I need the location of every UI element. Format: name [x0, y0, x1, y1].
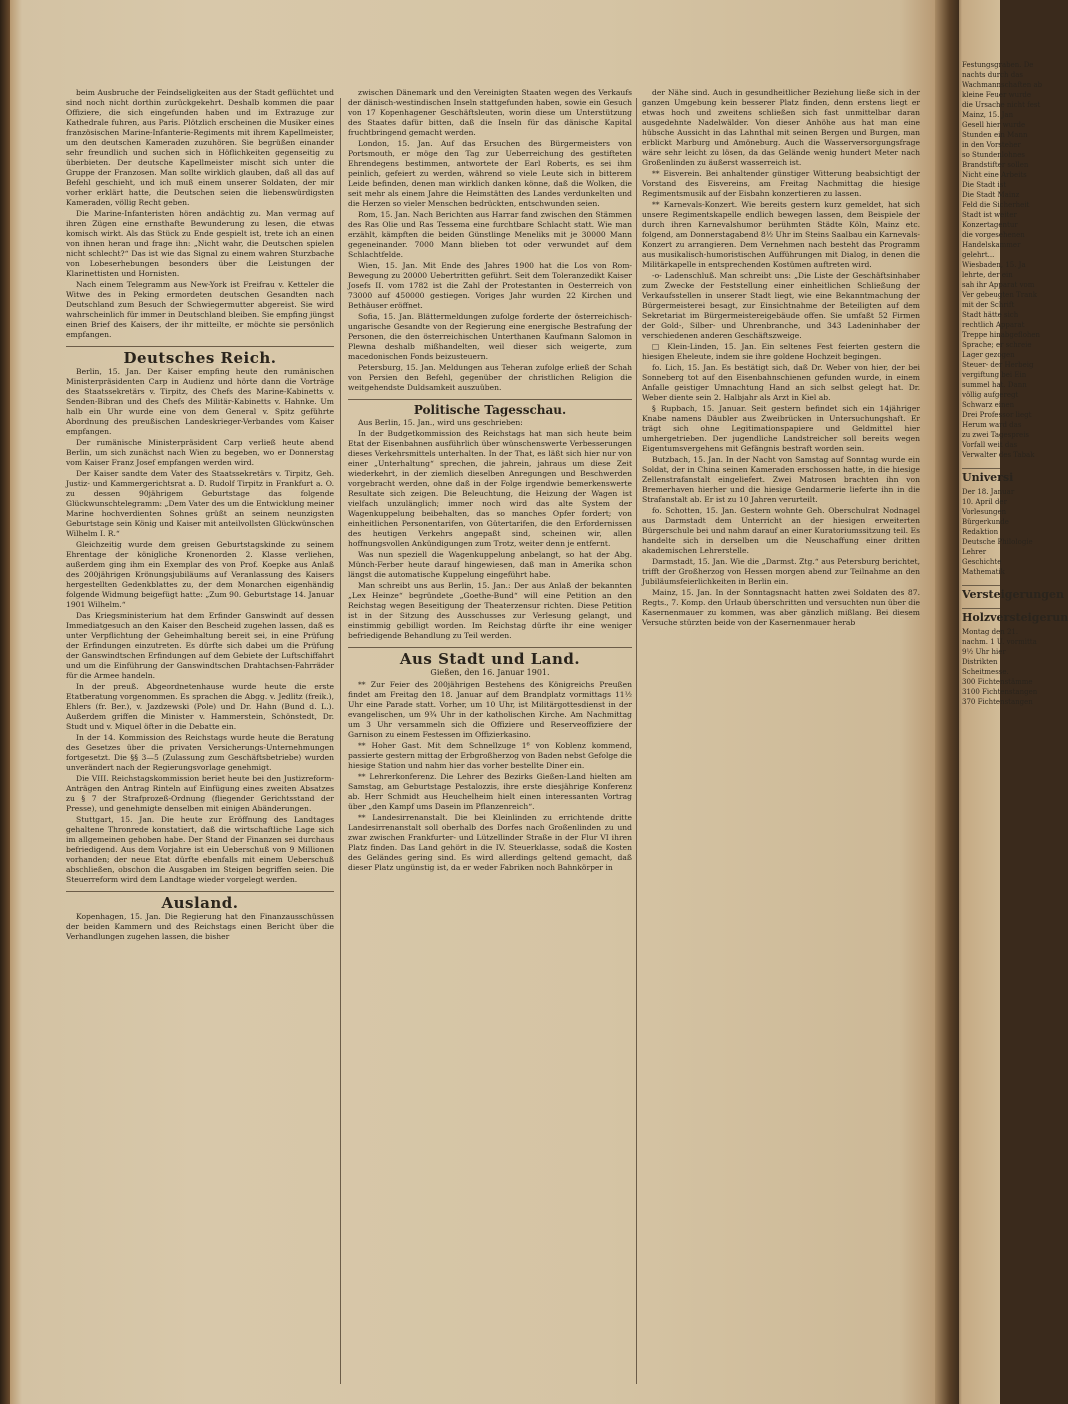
strip-line: 10. April der — [962, 498, 1007, 506]
strip-line: Ver gebeugten Trank — [962, 291, 1037, 299]
strip-line: Verwalter des Tabak — [962, 451, 1035, 459]
strip-heading: Holzversteigerun — [962, 608, 1000, 623]
paragraph: Nach einem Telegramm aus New-York ist Freifrau v. Ketteler die Witwe des in Peking ermordeten deutschen Gesandten nach Deutschland zum Besuch der Schwiegermutter abgereist. Sie wird wahrscheinlich für immer in Deutschland bleiben. Sie empfing jüngst einen Brief des Kaisers, der ihr mitteilte, er möchte sie persönlich empfangen. — [66, 280, 334, 339]
strip-line: völlig aufgeregt — [962, 391, 1019, 399]
strip-line: Vorfall weit das — [962, 441, 1018, 449]
strip-line: Bürgerkunde — [962, 518, 1009, 526]
paragraph: Rom, 15. Jan. Nach Berichten aus Harrar fand zwischen den Stämmen des Ras Olie und Ras Tessema eine furchtbare Schlacht statt. Wie man erzählt, kämpften die beiden Günstlinge Meneliks mit je 30000 Mann gegeneinander. 7000 Mann blieben tot oder verwundet auf dem Schlachtfelde. — [348, 210, 632, 259]
strip-line: 3100 Fichtenstangen — [962, 688, 1038, 696]
strip-line: Mathematik — [962, 568, 1005, 576]
strip-line: nachm. 1 U. vormitta — [962, 638, 1037, 646]
column-rule — [636, 98, 637, 1384]
paragraph: zwischen Dänemark und den Vereinigten Staaten wegen des Verkaufs der dänisch-westindischen Inseln stattgefunden haben, sowie ein Gesuch von 17 Kopenhagener Geschäftsleuten, worin diese um Unterstützung des Staates dafür bitten, daß die Inseln für das dänische Kapital fruchtbringend gemacht werden. — [348, 88, 632, 137]
paragraph: Man schreibt uns aus Berlin, 15. Jan.: Der aus Anlaß der bekannten „Lex Heinze“ begründete „Goethe-Bund“ will eine Petition an den Reichstag wegen Beseitigung der Theaterzensur richten. Diese Petition ist in der Sitzung des Ausschusses zur Verlesung gelangt, und einstimmig gebilligt worden. Im Reichstag dürfte ihr eine weniger befriedigende Behandlung zu Teil werden. — [348, 581, 632, 640]
strip-line: Drei Professor liegt — [962, 411, 1032, 419]
strip-line: sah ihr Apparat vom — [962, 281, 1035, 289]
strip-line: Die Stadt Mainz — [962, 191, 1020, 199]
column-1 — [66, 88, 334, 1388]
strip-line: 300 Fichtenstämme — [962, 678, 1033, 686]
strip-line: Schwarz einen — [962, 401, 1015, 409]
strip-line: kleine Feuer wurde — [962, 91, 1032, 99]
strip-text-block — [962, 627, 1038, 707]
adjacent-page-strip — [962, 60, 1068, 1404]
strip-line: Stadt hätte sich — [962, 311, 1019, 319]
paragraph: Der Kaiser sandte dem Vater des Staatssekretärs v. Tirpitz, Geh. Justiz- und Kammergerichtsrat a. D. Rudolf Tirpitz in Frankfurt a. O. zu dessen 90jährigem Geburtstage das folgende Glückwunschtelegramm: „Dem Vater des um die Entwicklung meiner Marine hochverdienten Sohnes grüßt an seinem neunzigsten Geburtstage sein König und Kaiser mit anteilvollsten Glückwünschen Wilhelm I. R.“ — [66, 469, 334, 538]
column-2 — [348, 88, 632, 1388]
paragraph: Aus Berlin, 15. Jan., wird uns geschrieben: — [358, 418, 523, 427]
strip-line: Konzertagentur — [962, 221, 1018, 229]
paragraph: Stuttgart, 15. Jan. Die heute zur Eröffnung des Landtages gehaltene Thronrede konstatiert, daß die wirtschaftliche Lage sich im allgemeinen gehoben habe. Der Stand der Finanzen sei durchaus befriedigend. Aus dem Vorjahre ist ein Ueberschuß von 9 Millionen vorhanden; der neue Etat dürfte ebenfalls mit einem Ueberschuß abschließen, obschon die Ausgaben im Steigen begriffen seien. Die Steuerreform wird dem Landtage wieder vorgelegt werden. — [66, 815, 334, 884]
strip-line: Montag den 21. — [962, 628, 1019, 636]
paragraph: beim Ausbruche der Feindseligkeiten aus der Stadt geflüchtet und sind noch nicht dorthin zurückgekehrt. Deshalb kommen die paar Offiziere, die sich eingefunden haben und im Extrazuge zur Kathedrale fuhren, aus Paris. Plötzlich erscheinen die Musiker eines französischen Marine-Infanterie-Regiments mit ihrem Kapellmeister, um den deutschen Kameraden zuzuhören. Sie begrüßen einander sehr freundlich und suchen sich in Höflichkeiten gegenseitig zu überbieten. Der deutsche Kapellmeister mischt sich unter die Gruppe der Franzosen. Man sollte wirklich glauben, daß all das auf Befehl geschieht, und ich muß einem unserer Soldaten, der mir vorher erklärt hatte, die Deutschen seien die liebenswürdigsten Kameraden, völlig Recht geben. — [66, 88, 334, 207]
strip-line: nachts durch das — [962, 71, 1023, 79]
paragraph: Kopenhagen, 15. Jan. Die Regierung hat den Finanzausschüssen der beiden Kammern und des Reichstags einen Bericht über die Verhandlungen zugehen lassen, die bisher — [66, 912, 334, 941]
section-heading: Aus Stadt und Land. — [348, 647, 632, 664]
paragraph: London, 15. Jan. Auf das Ersuchen des Bürgermeisters von Portsmouth, er möge den Tag zur Ueberreichung des gestifteten Ehrendegens bestimmen, antwortete der Earl Roberts, es sei ihm peinlich, gefeiert zu werden, während so viele Leute sich in bitterem Leide befinden, denen man wirklich danken könne, daß die Wolken, die seit mehr als einem Jahre die Heimstätten des Landes verdunkelten und die Herzen so vieler Menschen bedrückten, entschwunden seien. — [348, 139, 632, 208]
strip-line: Redaktion — [962, 528, 999, 536]
strip-line: so Stundenlohnes — [962, 151, 1025, 159]
strip-line: die Ursache nicht fest — [962, 101, 1041, 109]
paragraph: fo. Lich, 15. Jan. Es bestätigt sich, daß Dr. Weber von hier, der bei Sonneberg tot auf den Eisenbahnschienen gefunden wurde, in einem Anfalle geistiger Umnachtung Hand an sich selbst gelegt hat. Dr. Weber diente sein 2. Halbjahr als Arzt in Kiel ab. — [642, 363, 920, 402]
strip-line: die vorgesehenen — [962, 231, 1025, 239]
strip-line: Lager gezogen — [962, 351, 1015, 359]
strip-line: Geschichte — [962, 558, 1002, 566]
strip-text-block — [962, 60, 1043, 460]
strip-line: Distrikten — [962, 658, 998, 666]
strip-line: zu zwei Tagespreis — [962, 431, 1030, 439]
page-gutter — [935, 0, 959, 1404]
strip-line: gelehrt... — [962, 251, 995, 259]
column-rule — [340, 98, 341, 1384]
paragraph: Die Marine-Infanteristen hören andächtig zu. Man vermag auf ihren Zügen eine ernsthafte Bewunderung zu lesen, die etwas komisch wirkt. Als das Stück zu Ende gespielt ist, trete ich an einen von ihnen heran und frage ihn: „Nicht wahr, die Deutschen spielen nicht schlecht?“ Das ist wie das Signal zu einem wahren Sturzbache von Lobeserhebungen besonders über die Leistungen der Klarinettisten und Hornisten. — [66, 209, 334, 278]
paragraph: Die VIII. Reichstagskommission beriet heute bei den Justizreform-Anträgen den Antrag Rinteln auf Einfügung eines zweiten Absatzes zu § 7 der Strafprozeß-Ordnung (fliegender Gerichtsstand der Presse), und genehmigte denselben mit einigen Abänderungen. — [66, 774, 334, 813]
strip-line: rechtlich Apparat — [962, 321, 1025, 329]
paragraph: Berlin, 15. Jan. Der Kaiser empfing heute den rumänischen Ministerpräsidenten Carp in Audienz und hörte dann die Vorträge des Staatssekretärs v. Tirpitz, des Chefs des Marine-Kabinetts v. Senden-Bibran und des Chefs des Militär-Kabinetts v. Hahnke. Um halb ein Uhr wurde eine von dem General v. Spitz geführte Abordnung des preußischen Landeskrieger-Verbandes vom Kaiser empfangen. — [66, 367, 334, 436]
paragraph: ** Landesirrenanstalt. Die bei Kleinlinden zu errichtende dritte Landesirrenanstalt soll oberhalb des Dorfes nach Großenlinden zu und zwar zwischen Frankfurter- und Lützellinder Straße in der Flur VI ihren Platz finden. Das Land gehört in die IV. Steuerklasse, sodaß die Kosten des Geländes gering sind. Es wird allerdings geltend gemacht, daß dieser Platz ungünstig ist, da er weder Fabriken noch Bahnkörper in — [348, 813, 632, 872]
column-3 — [642, 88, 920, 1388]
strip-line: Brandstifter sollen — [962, 161, 1029, 169]
strip-line: lehrte, der ein — [962, 271, 1013, 279]
strip-line: Lehrer — [962, 548, 987, 556]
paragraph: ** Karnevals-Konzert. Wie bereits gestern kurz gemeldet, hat sich unsere Regimentskapelle endlich bewegen lassen, dem Beispiele der durch ihren Karnevalshumor berühmten Städte Köln, Mainz etc. folgend, am Donnerstagabend 8½ Uhr im Steins Saalbau ein Karnevals-Konzert zu arrangieren. Dem Vernehmen nach besteht das Programm aus musikalisch-humoristischen Aufführungen mit Dialog, in denen die Militärkapelle in entsprechenden Kostümen auftreten wird. — [642, 200, 920, 269]
paragraph: fo. Schotten, 15. Jan. Gestern wohnte Geh. Oberschulrat Nodnagel aus Darmstadt dem Unterricht an der hiesigen erweiterten Bürgerschule bei und nahm darauf an einer Kuratoriumssitzung teil. Es handelte sich in derselben um die Neuschaffung einer dritten akademischen Lehrerstelle. — [642, 506, 920, 555]
paragraph: Butzbach, 15. Jan. In der Nacht von Samstag auf Sonntag wurde ein Soldat, der in China seinen Kameraden erschossen hatte, in die hiesige Zellenstrafanstalt eingeliefert. Zwei Matrosen brachten ihn von Bremerhaven hierher und die hiesige Gendarmerie lieferte ihn in die Strafanstalt ab. Er ist zu 10 Jahren verurteilt. — [642, 455, 920, 504]
paragraph: Mainz, 15. Jan. In der Sonntagsnacht hatten zwei Soldaten des 87. Regts., 7. Komp. den Urlaub überschritten und versuchten nun über die Kasernenmauer zu kommen, was aber gänzlich mißlang. Bei diesem Versuche stürzten beide von der Kasernenmauer herab — [642, 588, 920, 627]
strip-line: vergiftung bei Ein — [962, 371, 1027, 379]
section-heading: Politische Tagesschau. — [348, 399, 632, 415]
paragraph: ** Lehrerkonferenz. Die Lehrer des Bezirks Gießen-Land hielten am Samstag, am Geburtstage Pestalozzis, ihre erste diesjährige Konferenz ab. Herr Schmidt aus Heuchelheim hielt einen interessanten Vortrag über „den Kampf ums Dasein im Pflanzenreich“. — [348, 772, 632, 811]
paragraph: □ Klein-Linden, 15. Jan. Ein seltenes Fest feierten gestern die hiesigen Eheleute, indem sie ihre goldene Hochzeit begingen. — [642, 342, 920, 361]
strip-line: Die Stadt ist — [962, 181, 1007, 189]
paragraph: Das Kriegsministerium hat dem Erfinder Ganswindt auf dessen Immediatgesuch an den Kaiser den Bescheid zugehen lassen, daß es unter Verpflichtung der Geheimhaltung bereit sei, in eine Prüfung der Erfindungen einzutreten. Es dürfte sich dabei um die Prüfung der Ganswindtschen Erfindungen auf dem Gebiete der Luftschiffahrt und um die Einführung der Ganswindtschen Drahtachsen-Fahrräder für die Armee handeln. — [66, 611, 334, 680]
paragraph: ** Hoher Gast. Mit dem Schnellzuge 1⁶ von Koblenz kommend, passierte gestern mittag der Erbgroßherzog von Baden nebst Gefolge die hiesige Station und nahm hier das vorher bestellte Diner ein. — [348, 741, 632, 770]
paragraph: der Nähe sind. Auch in gesundheitlicher Beziehung ließe sich in der ganzen Umgebung kein besserer Platz finden, denn erstens liegt er etwas hoch und zweitens schließen sich fast unmittelbar daran ausgedehnte Nadelwälder. Von dieser Anhöhe aus hat man eine hübsche Aussicht in das Lahnthal mit seinen Bergen und Burgen, man erblickt Marburg und Amöneburg. Auch die Wasserversorgungsfrage wäre sehr leicht zu lösen, da das Gelände wenig hundert Meter nach Großenlinden zu äußerst wasserreich ist. — [642, 88, 920, 167]
strip-heading: Versteigerungen — [962, 585, 1000, 600]
strip-line: Gesell hier wurde — [962, 121, 1026, 129]
paragraph: Darmstadt, 15. Jan. Wie die „Darmst. Ztg.“ aus Petersburg berichtet, trifft der Großherzog von Hessen morgen abend zur Teilnahme an den Jubiläumsfeierlichkeiten in Berlin ein. — [642, 557, 920, 586]
strip-line: Wiesbaden, 15. Ja — [962, 261, 1026, 269]
paragraph: Was nun speziell die Wagenkuppelung anbelangt, so hat der Abg. Münch-Ferber heute darauf hingewiesen, daß man in Amerika schon längst die automatische Kuppelung eingeführt habe. — [348, 550, 632, 579]
strip-line: in den Vorsteher — [962, 141, 1021, 149]
paragraph: ** Eisverein. Bei anhaltender günstiger Witterung beabsichtigt der Vorstand des Eisvereins, am Freitag Nachmittag die hiesige Regimentsmusik auf der Eisbahn konzertieren zu lassen. — [642, 169, 920, 198]
strip-line: Vorlesungen — [962, 508, 1007, 516]
paragraph: Petersburg, 15. Jan. Meldungen aus Teheran zufolge erließ der Schah von Persien den Befehl, gegenüber der christlichen Religion die weitgehendste Duldsamkeit auszuüben. — [348, 363, 632, 392]
section-heading: Ausland. — [66, 891, 334, 908]
paragraph: In der preuß. Abgeordnetenhause wurde heute die erste Etatberatung vorgenommen. Es sprachen die Abgg. v. Jedlitz (freik.), Ehlers (fr. Ber.), v. Jazdzewski (Pole) und Dr. Hahn (Bund d. L.). Außerdem griffen die Minister v. Hammerstein, Schönstedt, Dr. Studt und v. Miquel öfter in die Debatte ein. — [66, 682, 334, 731]
strip-line: Feld die Sicherheit — [962, 201, 1030, 209]
section-heading: Deutsches Reich. — [66, 346, 334, 363]
paragraph: Der rumänische Ministerpräsident Carp verließ heute abend Berlin, um sich zunächst nach Wien zu begeben, wo er Donnerstag vom Kaiser Franz Josef empfangen werden wird. — [66, 438, 334, 467]
strip-line: Der 18. Januar — [962, 488, 1015, 496]
strip-text-block — [962, 487, 1033, 577]
strip-line: Nicht eine Arbeits — [962, 171, 1027, 179]
strip-line: 370 Fichtenstangen — [962, 698, 1033, 706]
paragraph: In der Budgetkommission des Reichstags hat man sich heute beim Etat der Eisenbahnen ausführlich über wünschenswerte Verbesserungen dieses Verkehrsmittels unterhalten. In der That, es läßt sich hier nur von einer „Unterhaltung“ sprechen, die jahrein, jahraus um diese Zeit wiederkehrt, in der ziemlich dieselben Anregungen und Beschwerden vorgebracht werden, ohne daß in der Folge irgendwie bemerkenswerte Resultate sich zeigen. Die Beleuchtung, die Heizung der Wagen ist vielfach unzulänglich; immer noch wird das alte System der Wagenkuppelung beibehalten, das so manches Opfer fordert; von einheitlichen Personentarifen, von Gütertarifen, die den Erfordernissen des heutigen Verkehrs angepaßt sind, scheinen wir, allen hoffnungsvollen Ankündigungen zum Trotz, weiter denn je entfernt. — [348, 429, 632, 548]
strip-line: Wachmannschaften ab — [962, 81, 1043, 89]
strip-line: Herum ward das — [962, 421, 1022, 429]
strip-heading: Universi — [962, 468, 1000, 483]
strip-line: Handelskammer — [962, 241, 1021, 249]
strip-line: Stadt ist weiter — [962, 211, 1017, 219]
strip-line: Deutsche Philologie — [962, 538, 1033, 546]
paragraph: Sofia, 15. Jan. Blättermeldungen zufolge forderte der österreichisch-ungarische Gesandte von der Regierung eine energische Bestrafung der Personen, die den österreichischen Unterthanen Kaufmann Salomon in Plewna deshalb mißhandelten, weil dieser sich weigerte, zum macedonischen Fonds beizusteuern. — [348, 312, 632, 361]
strip-line: Scheitmesse. — [962, 668, 1009, 676]
strip-line: mit der Schrift — [962, 301, 1015, 309]
binding-edge — [0, 0, 10, 1404]
paragraph: § Rupbach, 15. Januar. Seit gestern befindet sich ein 14jähriger Knabe namens Däubler aus Zweibrücken in Untersuchungshaft. Er trägt sich ohne Legitimationspapiere und Geldmittel hier umhergetrieben. Der jugendliche Landstreicher soll bereits wegen Eigentumsvergehens mit Gefängnis bestraft worden sein. — [642, 404, 920, 453]
paragraph: ** Zur Feier des 200jährigen Bestehens des Königreichs Preußen findet am Freitag den 18. Januar auf dem Brandplatz vormittags 11½ Uhr eine Parade statt. Vorher, um 10 Uhr, ist Militärgottesdienst in der evangelischen, um 9¾ Uhr in der katholischen Kirche. Am Nachmittag um 3 Uhr versammeln sich die Offiziere und Reserveoffiziere der Garnison zu einem Festessen im Offizierkasino. — [348, 680, 632, 739]
paragraph: Wien, 15. Jan. Mit Ende des Jahres 1900 hat die Los von Rom-Bewegung zu 20000 Uebertritten geführt. Seit dem Toleranzedikt Kaiser Josefs II. vom 1782 ist die Zahl der Protestanten in Oesterreich von 73000 auf 450000 gestiegen. Voriges Jahr wurden 22 Kirchen und Bethäuser eröffnet. — [348, 261, 632, 310]
strip-line: Mainz, 15. Jan — [962, 111, 1014, 119]
paragraph: -o- Ladenschluß. Man schreibt uns: „Die Liste der Geschäftsinhaber zum Zwecke der Feststellung einer einheitlichen Schließung der Verkaufsstellen in unserer Stadt liegt, wie eine Bekanntmachung der Bürgermeisterei besagt, zur Einsichtnahme der Beteiligten auf dem Sekretariat im Bürgermeistereigebäude offen. Sie umfaßt 52 Firmen der Gold-, Silber- und Uhrenbranche, und 343 Ladeninhaber der verschiedenen anderen Geschäftszweige. — [642, 271, 920, 340]
strip-line: Steuer- der Herbeig — [962, 361, 1034, 369]
strip-line: Treppe hinabgeflohen — [962, 331, 1041, 339]
strip-line: Sprache; er schreie — [962, 341, 1032, 349]
newspaper-page — [18, 88, 918, 1396]
strip-line: 9½ Uhr hier — [962, 648, 1006, 656]
strip-line: Stunden ein Mann — [962, 131, 1028, 139]
paragraph: In der 14. Kommission des Reichstags wurde heute die Beratung des Gesetzes über die privaten Versicherungs-Unternehmungen fortgesetzt. Die §§ 3—5 (Zulassung zum Geschäftsbetriebe) wurden unverändert nach der Regierungsvorlage genehmigt. — [66, 733, 334, 772]
strip-line: summel hat. Dann — [962, 381, 1027, 389]
paragraph: Gleichzeitig wurde dem greisen Geburtstagskinde zu seinem Ehrentage der königliche Kronenorden 2. Klasse verliehen, außerdem ging ihm ein Exemplar des von Prof. Koepke aus Anlaß des 200jährigen Krönungsjubiläums auf Veranlassung des Kaisers hergestellten Gedenkblattes zu, der dem Monarchen eigenhändig folgende Widmung beigefügt hatte: „Zum 90. Geburtstage 14. Januar 1901 Wilhelm.“ — [66, 540, 334, 609]
dateline: Gießen, den 16. Januar 1901. — [430, 668, 550, 677]
strip-line: Festungsgraben. De — [962, 61, 1034, 69]
